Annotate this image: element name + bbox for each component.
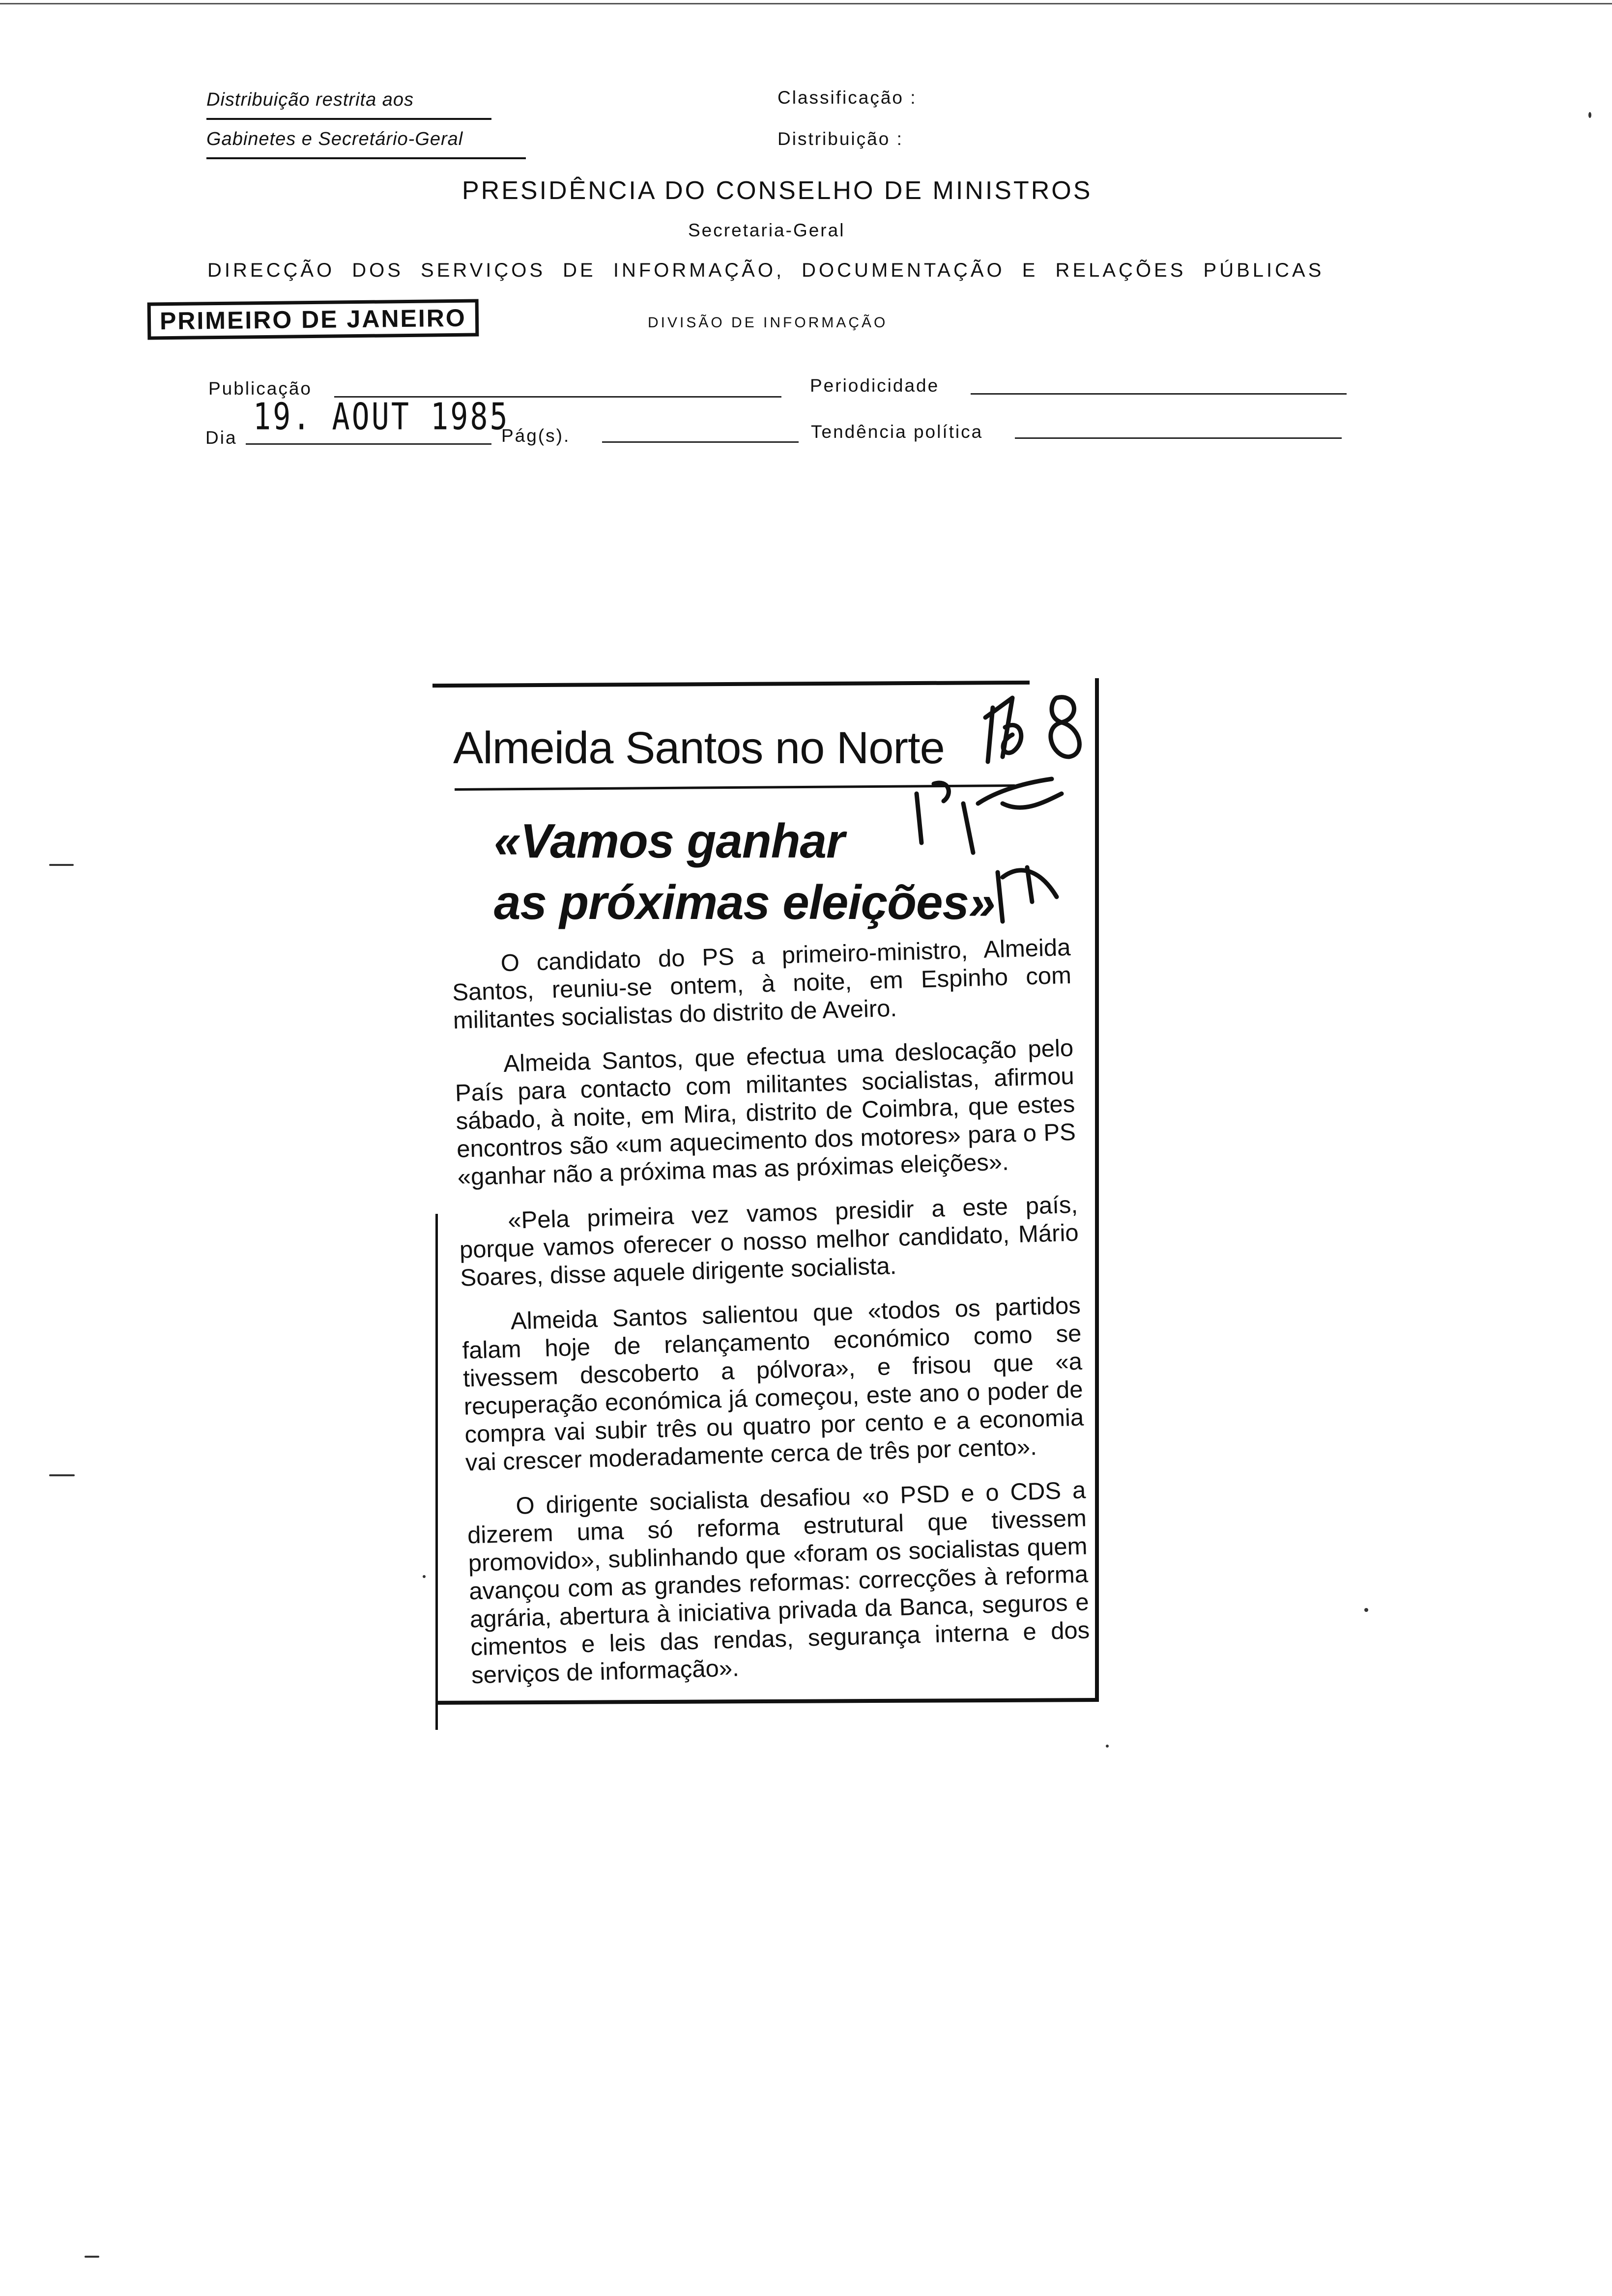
- dia-label: Dia: [205, 428, 237, 448]
- scan-mark: [49, 1474, 75, 1476]
- restriction-line-1: Distribuição restrita aos: [206, 89, 414, 110]
- classificacao-label: Classificação :: [777, 87, 917, 108]
- scan-speck: [423, 1575, 426, 1578]
- handwritten-secondary-annotation: [983, 858, 1071, 931]
- newspaper-stamp: PRIMEIRO DE JANEIRO: [147, 299, 479, 340]
- publicacao-label: Publicação: [208, 378, 313, 399]
- tendencia-field-line: [1015, 437, 1342, 439]
- restriction-line-2: Gabinetes e Secretário-Geral: [206, 129, 463, 149]
- periodicidade-field-line: [971, 393, 1347, 395]
- pags-field-line: [602, 441, 799, 443]
- headline-line-2: as próximas eleições»: [494, 875, 995, 929]
- restriction-underline-1: [206, 118, 491, 120]
- article-kicker: Almeida Santos no Norte: [453, 723, 945, 773]
- date-stamp: 19. AOUT 1985: [253, 395, 510, 438]
- paragraph-3: «Pela primeira vez vamos presidir a este país, porque vamos oferecer o nosso melhor candidato, Mário Soares, disse aquele dirigente socialista.: [459, 1191, 1079, 1292]
- pags-label: Pág(s).: [501, 426, 571, 446]
- periodicidade-label: Periodicidade: [810, 375, 940, 396]
- headline-line-1: «Vamos ganhar: [494, 814, 845, 868]
- distribuicao-label: Distribuição :: [777, 129, 903, 149]
- paragraph-1: O candidato do PS a primeiro-ministro, Almeida Santos, reuniu-se ontem, à noite, em Espinho com militantes socialistas do distrito de Aveiro.: [452, 934, 1072, 1034]
- divisao-informacao: DIVISÃO DE INFORMAÇÃO: [648, 315, 888, 331]
- scan-speck: [1588, 112, 1591, 118]
- paragraph-2: Almeida Santos, que efectua uma deslocação pelo País para contacto com militantes socialistas, afirmou sábado, à noite, em Mira, distrito de Coimbra, que estes encontros são «um aquecimento dos motores» para o PS «ganhar não a próxima mas as próximas eleições».: [455, 1034, 1076, 1191]
- scan-top-border: [0, 3, 1612, 4]
- handwritten-date-annotation: [978, 688, 1096, 776]
- paragraph-5: O dirigente socialista desafiou «o PSD e o CDS a dizerem uma só reforma estrutural que tivessem promovido», sublinhando que «foram os socialistas quem avançou com as grandes reformas: correcções à reforma agrária, abertura à iniciativa privada da Banca, seguros e cimentos e leis das rendas, segurança interna e dos serviços de informação».: [467, 1477, 1090, 1689]
- clipping-left-border: [435, 1214, 438, 1730]
- scan-speck: [1106, 1745, 1109, 1748]
- scan-mark: [85, 2256, 99, 2258]
- clipping-top-border: [432, 681, 1030, 688]
- scan-speck: [1364, 1608, 1368, 1612]
- institution-title: PRESIDÊNCIA DO CONSELHO DE MINISTROS: [462, 176, 1093, 205]
- secretaria-geral: Secretaria-Geral: [688, 220, 845, 240]
- restriction-underline-2: [206, 157, 526, 159]
- handwritten-page-annotation: [904, 774, 1081, 858]
- direccao-servicos: DIRECÇÃO DOS SERVIÇOS DE INFORMAÇÃO, DOCUMENTAÇÃO E RELAÇÕES PÚBLICAS: [207, 259, 1324, 281]
- article-body: [451, 934, 1091, 1707]
- clipping-right-border: [1095, 678, 1099, 1699]
- dia-field-line: [246, 443, 491, 445]
- scan-mark: [49, 864, 74, 866]
- paragraph-4: Almeida Santos salientou que «todos os partidos falam hoje de relançamento económico como se tivessem descoberto a pólvora», e frisou que «a recuperação económica já começou, este ano o poder de compra vai subir três ou quatro por cento e a economia vai crescer moderadamente cerca de três por cento».: [461, 1292, 1084, 1476]
- tendencia-label: Tendência política: [811, 422, 983, 442]
